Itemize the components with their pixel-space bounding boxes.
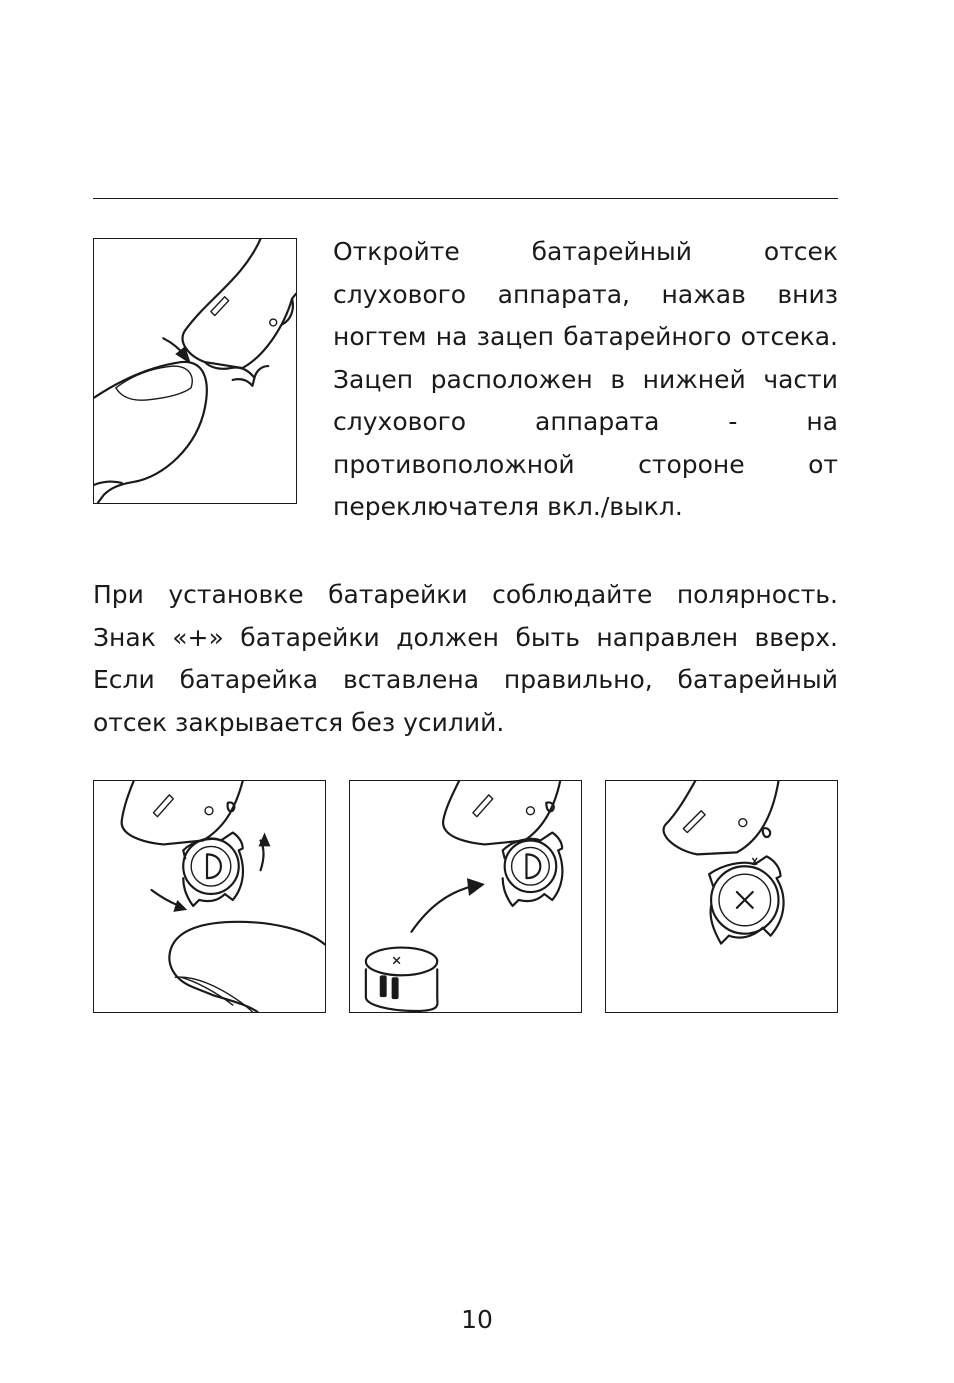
header-rule [93,198,838,199]
illustration-door-open [93,780,326,1013]
illustration-insert-battery [349,780,582,1013]
illustration-open-compartment [93,238,297,504]
instruction-open-compartment: Откройте батарейный отсек слухового аппарата, нажав вниз ногтем на зацеп батарейного отсека. Зацеп расположен в нижней части слухового аппарата - на противоположной стороне от переключателя вкл./выкл. [333,237,838,521]
illustration-battery-inserted [605,780,838,1013]
instruction-polarity: При установке батарейки соблюдайте полярность. Знак «+» батарейки должен быть направлен вверх. Если батарейка вставлена правильно, батарейный отсек закрывается без усилий. [93,580,838,737]
page-number: 10 [461,1305,493,1334]
